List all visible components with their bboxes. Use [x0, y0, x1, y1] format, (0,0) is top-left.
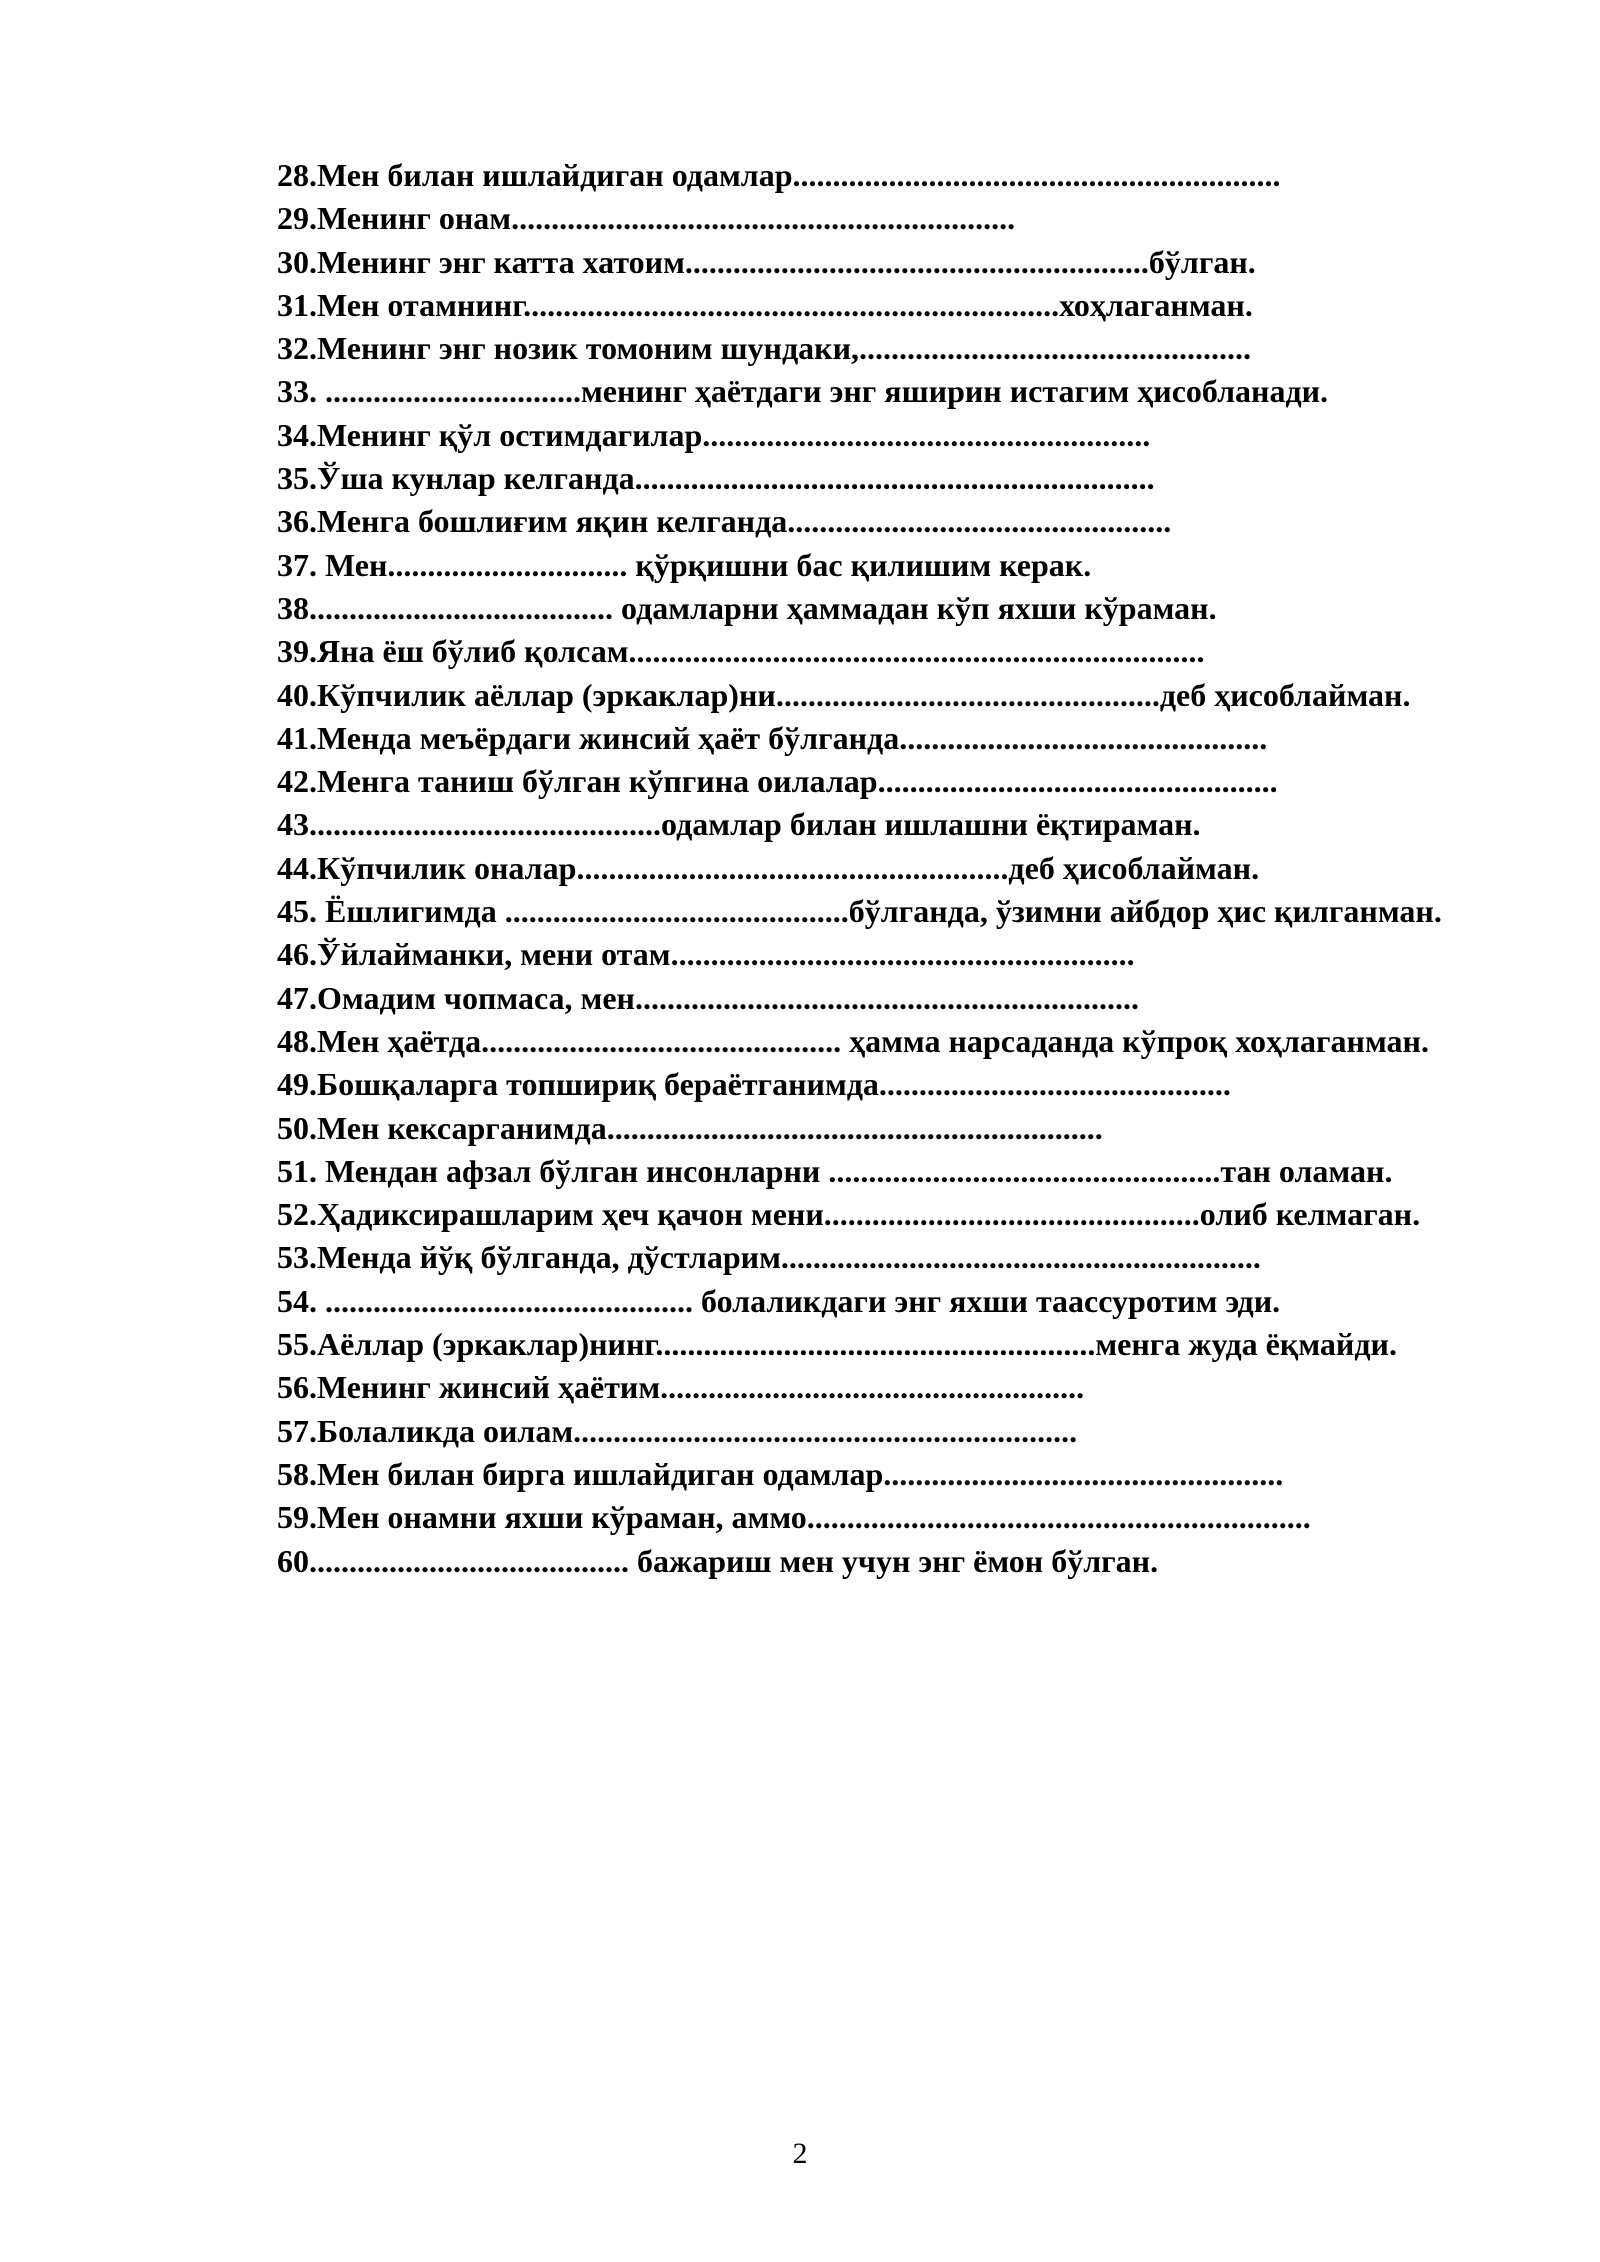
- list-item: 58.Мен билан бирга ишлайдиган одамлар..................................................: [277, 1455, 1284, 1492]
- list-item: 30.Менинг энг катта хатоим..........................................................бўлган.: [277, 243, 1256, 280]
- list-item: 54. .............................................. болаликдаги энг яхши таассуротим эди.: [277, 1282, 1281, 1319]
- list-item: 39.Яна ёш бўлиб қолсам........................................................................: [277, 633, 1205, 670]
- list-item: 49.Бошқаларга топшириқ бераётганимда............................................: [277, 1066, 1231, 1103]
- list-item: 32.Менинг энг нозик томоним шундаки,.................................................: [277, 330, 1252, 367]
- list-item: 38...................................... одамларни ҳаммадан кўп яхши кўраман.: [277, 589, 1217, 626]
- list-item: 60........................................ бажариш мен учун энг ёмон бўлган.: [277, 1542, 1159, 1579]
- list-item: 41.Менда меъёрдаги жинсий ҳаёт бўлганда..............................................: [277, 719, 1268, 756]
- list-item: 33. ................................менинг ҳаётдаги энг яширин истагим ҳисобланади.: [277, 373, 1329, 410]
- list-item: 34.Менинг қўл остимдагилар........................................................: [277, 416, 1151, 453]
- list-item: 55.Аёллар (эркаклар)нинг.......................................................менга жуда ёқмайди.: [277, 1326, 1397, 1363]
- list-item: 53.Менда йўқ бўлганда, дўстларим............................................................: [277, 1239, 1261, 1276]
- page-number: 2: [792, 2137, 808, 2170]
- list-item: 48.Мен ҳаётда............................................. ҳамма нарсаданда кўпроқ хоҳлаганман.: [277, 1022, 1429, 1059]
- list-item: 31.Мен отамнинг...................................................................хоҳлаганман.: [277, 286, 1253, 323]
- list-item: 52.Ҳадиксирашларим ҳеч қачон мени...............................................олиб келмаган.: [277, 1196, 1421, 1233]
- sentence-completion-list: [277, 154, 1487, 1583]
- list-item: 36.Менга бошлиғим яқин келганда................................................: [277, 503, 1172, 540]
- list-item: 42.Менга таниш бўлган кўпгина оилалар..................................................: [277, 763, 1278, 800]
- list-item: 46.Ўйлайманки, мени отам..........................................................: [277, 936, 1135, 973]
- list-item: 28.Мен билан ишлайдиган одамлар.............................................................: [277, 157, 1281, 193]
- list-item: 59.Мен онамни яхши кўраман, аммо...............................................................: [277, 1499, 1311, 1536]
- list-item: 35.Ўша кунлар келганда.................................................................: [277, 460, 1155, 497]
- list-item: 37. Мен.............................. қўрқишни бас қилишим керак.: [277, 546, 1092, 583]
- list-item: 50.Мен кексарганимда..............................................................: [277, 1109, 1103, 1146]
- list-item: 51. Мендан афзал бўлган инсонларни .................................................тан оламан.: [277, 1152, 1393, 1189]
- list-item: 47.Омадим чопмаса, мен...............................................................: [277, 979, 1139, 1016]
- list-item: 57.Болаликда оилам...............................................................: [277, 1412, 1078, 1449]
- list-item: 40.Кўпчилик аёллар (эркаклар)ни................................................деб ҳисоблайман.: [277, 676, 1411, 713]
- list-item: 56.Менинг жинсий ҳаётим.....................................................: [277, 1369, 1085, 1406]
- list-item: 45. Ёшлигимда ...........................................бўлганда, ўзимни айбдор ҳис қилганман.: [277, 893, 1442, 930]
- list-item: 29.Менинг онам...............................................................: [277, 200, 1016, 237]
- list-item: 44.Кўпчилик оналар......................................................деб ҳисоблайман.: [277, 849, 1260, 886]
- list-item: 43............................................одамлар билан ишлашни ёқтираман.: [277, 806, 1201, 843]
